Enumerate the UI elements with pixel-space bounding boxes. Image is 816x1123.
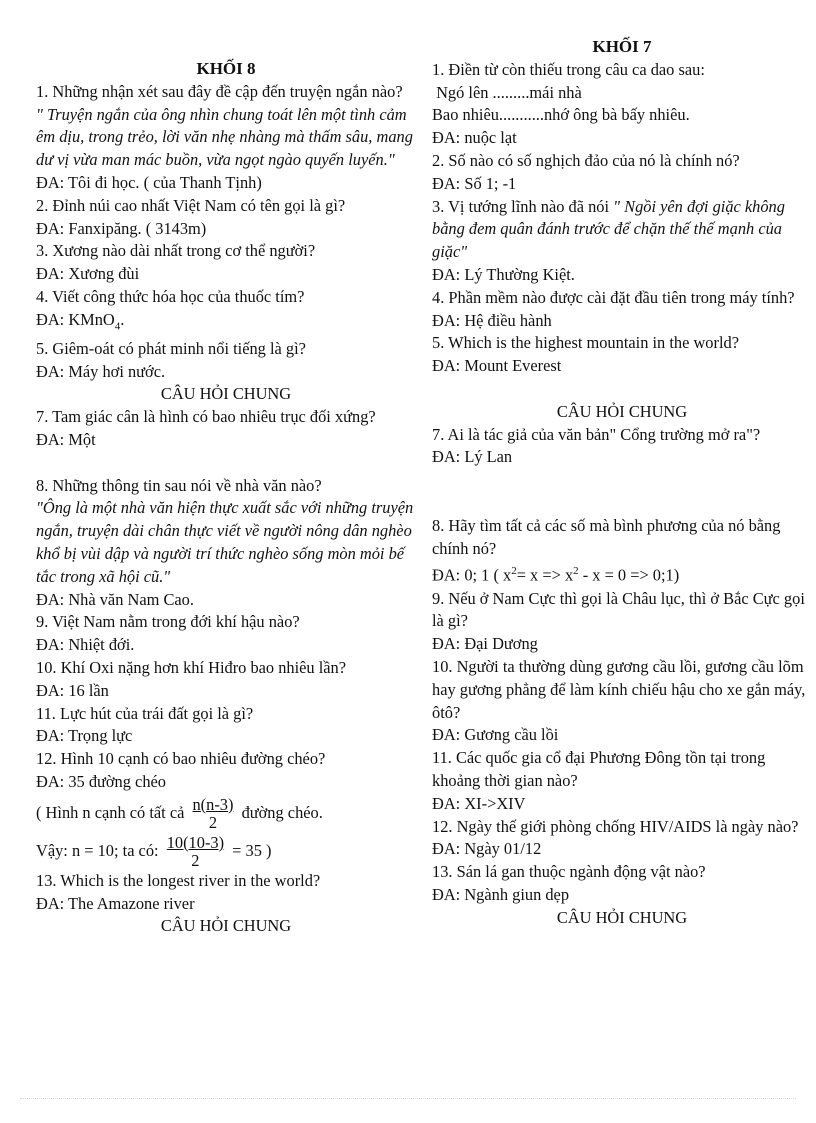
answer-5: ĐA: Máy hơi nước.: [36, 361, 166, 381]
question-2: 2. Số nào có số nghịch đảo của nó là chính nó?: [432, 150, 740, 170]
answer-8-part-3: - x = 0 => 0;1): [578, 565, 680, 585]
common-questions-heading: CÂU HỎI CHUNG: [556, 401, 688, 421]
formula-prefix: ( Hình n cạnh có tất cả: [36, 802, 185, 822]
calculation-prefix: Vậy: n = 10; ta có:: [36, 840, 159, 860]
answer-1: ĐA: nuộc lạt: [432, 128, 517, 148]
question-8: 8. Hãy tìm tất cả các số mà bình phương của nó bằng chính nó?: [432, 515, 781, 558]
question-11: 11. Các quốc gia cổ đại Phương Đông tồn tại trong khoảng thời gian nào?: [432, 748, 766, 790]
column-khoi-8: [36, 36, 416, 938]
common-questions-heading-2: CÂU HỎI CHUNG: [556, 907, 688, 927]
answer-4-period: .: [120, 309, 125, 329]
answer-12: ĐA: Ngày 01/12: [432, 839, 542, 859]
answer-8: ĐA: Nhà văn Nam Cao.: [36, 589, 194, 609]
answer-8: [432, 560, 812, 587]
answer-8-part-2: = x => x: [516, 565, 574, 585]
question-3: 3. Xương nào dài nhất trong cơ thể người?: [36, 241, 316, 261]
answer-4-subscript: 4: [114, 320, 121, 333]
question-2: 2. Đỉnh núi cao nhất Việt Nam có tên gọi là gì?: [36, 195, 346, 215]
answer-5: ĐA: Mount Everest: [432, 356, 562, 376]
question-12: 12. Ngày thế giới phòng chống HIV/AIDS là ngày nào?: [432, 816, 799, 836]
question-3: [432, 196, 812, 264]
answer-4: ĐA: Hệ điều hành: [432, 310, 552, 330]
question-4: 4. Phần mềm nào được cài đặt đầu tiên trong máy tính?: [432, 287, 795, 307]
question-7: 7. Ai là tác giả của văn bản" Cổng trường mở ra"?: [432, 424, 761, 444]
question-1: 1. Những nhận xét sau đây đề cập đến truyện ngắn nào?: [36, 81, 403, 101]
question-9: 9. Nếu ở Nam Cực thì gọi là Châu lục, thì ở Bắc Cực gọi là gì?: [432, 588, 805, 631]
answer-11: ĐA: XI->XIV: [432, 793, 526, 813]
calculation-numerator: 10(10-3): [166, 832, 225, 852]
answer-13: ĐA: Ngành giun dẹp: [432, 884, 570, 904]
answer-8-exponent-1: 2: [511, 565, 517, 578]
formula-suffix: đường chéo.: [241, 802, 323, 822]
answer-3: ĐA: Lý Thường Kiệt.: [432, 264, 575, 284]
question-4: 4. Viết công thức hóa học của thuốc tím?: [36, 286, 305, 306]
answer-9: ĐA: Đại Dương: [432, 634, 538, 654]
answer-8-exponent-2: 2: [573, 565, 579, 578]
question-7: 7. Tam giác cân là hình có bao nhiêu trục đối xứng?: [36, 407, 376, 427]
answer-11: ĐA: Trọng lực: [36, 726, 133, 746]
calculation-denominator: 2: [191, 850, 200, 870]
page-bottom-divider: [20, 1098, 796, 1099]
question-1-quote: " Truyện ngắn của ông nhìn chung toát lên một tình cảm êm dịu, trong trẻo, lời văn nhẹ nhàng mà thấm sâu, mang dư vị vừa man mác buồn, vừa ngọt ngào quyến luyến.": [36, 104, 413, 170]
diagonal-formula: [36, 796, 416, 832]
column-khoi-7: [432, 36, 812, 930]
question-9: 9. Việt Nam nằm trong đới khí hậu nào?: [36, 612, 300, 632]
answer-3: ĐA: Xương đùi: [36, 264, 140, 284]
folk-verse-line-1: Ngó lên .........mái nhà: [432, 82, 582, 102]
calculation-result: = 35 ): [232, 840, 272, 860]
answer-12: ĐA: 35 đường chéo: [36, 771, 166, 791]
question-5: 5. Which is the highest mountain in the world?: [432, 333, 739, 353]
answer-10: ĐA: 16 lần: [36, 680, 109, 700]
answer-7: ĐA: Lý Lan: [432, 447, 513, 467]
common-questions-heading-2: CÂU HỎI CHUNG: [160, 916, 292, 936]
answer-8-part-1: ĐA: 0; 1 ( x: [432, 565, 512, 585]
answer-4-formula: ĐA: KMnO: [36, 309, 115, 329]
question-8-quote: "Ông là một nhà văn hiện thực xuất sắc với những truyện ngắn, truyện dài chân thực viết về người nông dân nghèo khổ bị vùi dập và người trí thức nghèo sống mòn mỏi bế tắc trong xã hội cũ.": [36, 498, 414, 586]
answer-13: ĐA: The Amazone river: [36, 893, 195, 913]
folk-verse-line-2: Bao nhiêu...........nhớ ông bà bấy nhiêu.: [432, 105, 690, 125]
question-10: 10. Người ta thường dùng gương cầu lồi, gương cầu lõm hay gương phẳng để làm kính chiếu hậu cho xe gắn máy, ôtô?: [432, 656, 806, 722]
question-3-quote: " Ngồi yên đợi giặc không bằng đem quân đánh trước để chặn thế thế mạnh của giặc": [432, 196, 785, 262]
question-13: 13. Sán lá gan thuộc ngành động vật nào?: [432, 862, 706, 882]
answer-2: ĐA: Số 1; -1: [432, 173, 517, 193]
diagonal-calculation: [36, 834, 416, 870]
formula-fraction: [192, 796, 233, 832]
question-12: 12. Hình 10 cạnh có bao nhiêu đường chéo?: [36, 749, 326, 769]
common-questions-heading: CÂU HỎI CHUNG: [160, 384, 292, 404]
answer-2: ĐA: Fanxipăng. ( 3143m): [36, 218, 207, 238]
answer-9: ĐA: Nhiệt đới.: [36, 635, 135, 655]
question-1: 1. Điền từ còn thiếu trong câu ca dao sau:: [432, 59, 705, 79]
heading-khoi-7: KHỐI 7: [592, 37, 652, 56]
question-11: 11. Lực hút của trái đất gọi là gì?: [36, 703, 254, 723]
calculation-fraction: [167, 834, 224, 870]
question-10: 10. Khí Oxi nặng hơn khí Hiđro bao nhiêu lần?: [36, 658, 347, 677]
answer-1: ĐA: Tôi đi học. ( của Thanh Tịnh): [36, 172, 262, 192]
fraction-numerator: n(n-3): [192, 794, 234, 814]
question-13: 13. Which is the longest river in the world?: [36, 870, 321, 890]
question-8: 8. Những thông tin sau nói về nhà văn nào?: [36, 475, 322, 495]
question-3-text: 3. Vị tướng lĩnh nào đã nói: [432, 196, 610, 216]
fraction-denominator: 2: [208, 812, 218, 832]
heading-khoi-8: KHỐI 8: [196, 59, 256, 78]
question-5: 5. Giêm-oát có phát minh nổi tiếng là gì?: [36, 338, 306, 358]
answer-4: [36, 309, 416, 338]
answer-7: ĐA: Một: [36, 430, 96, 450]
answer-10: ĐA: Gương cầu lồi: [432, 725, 559, 745]
